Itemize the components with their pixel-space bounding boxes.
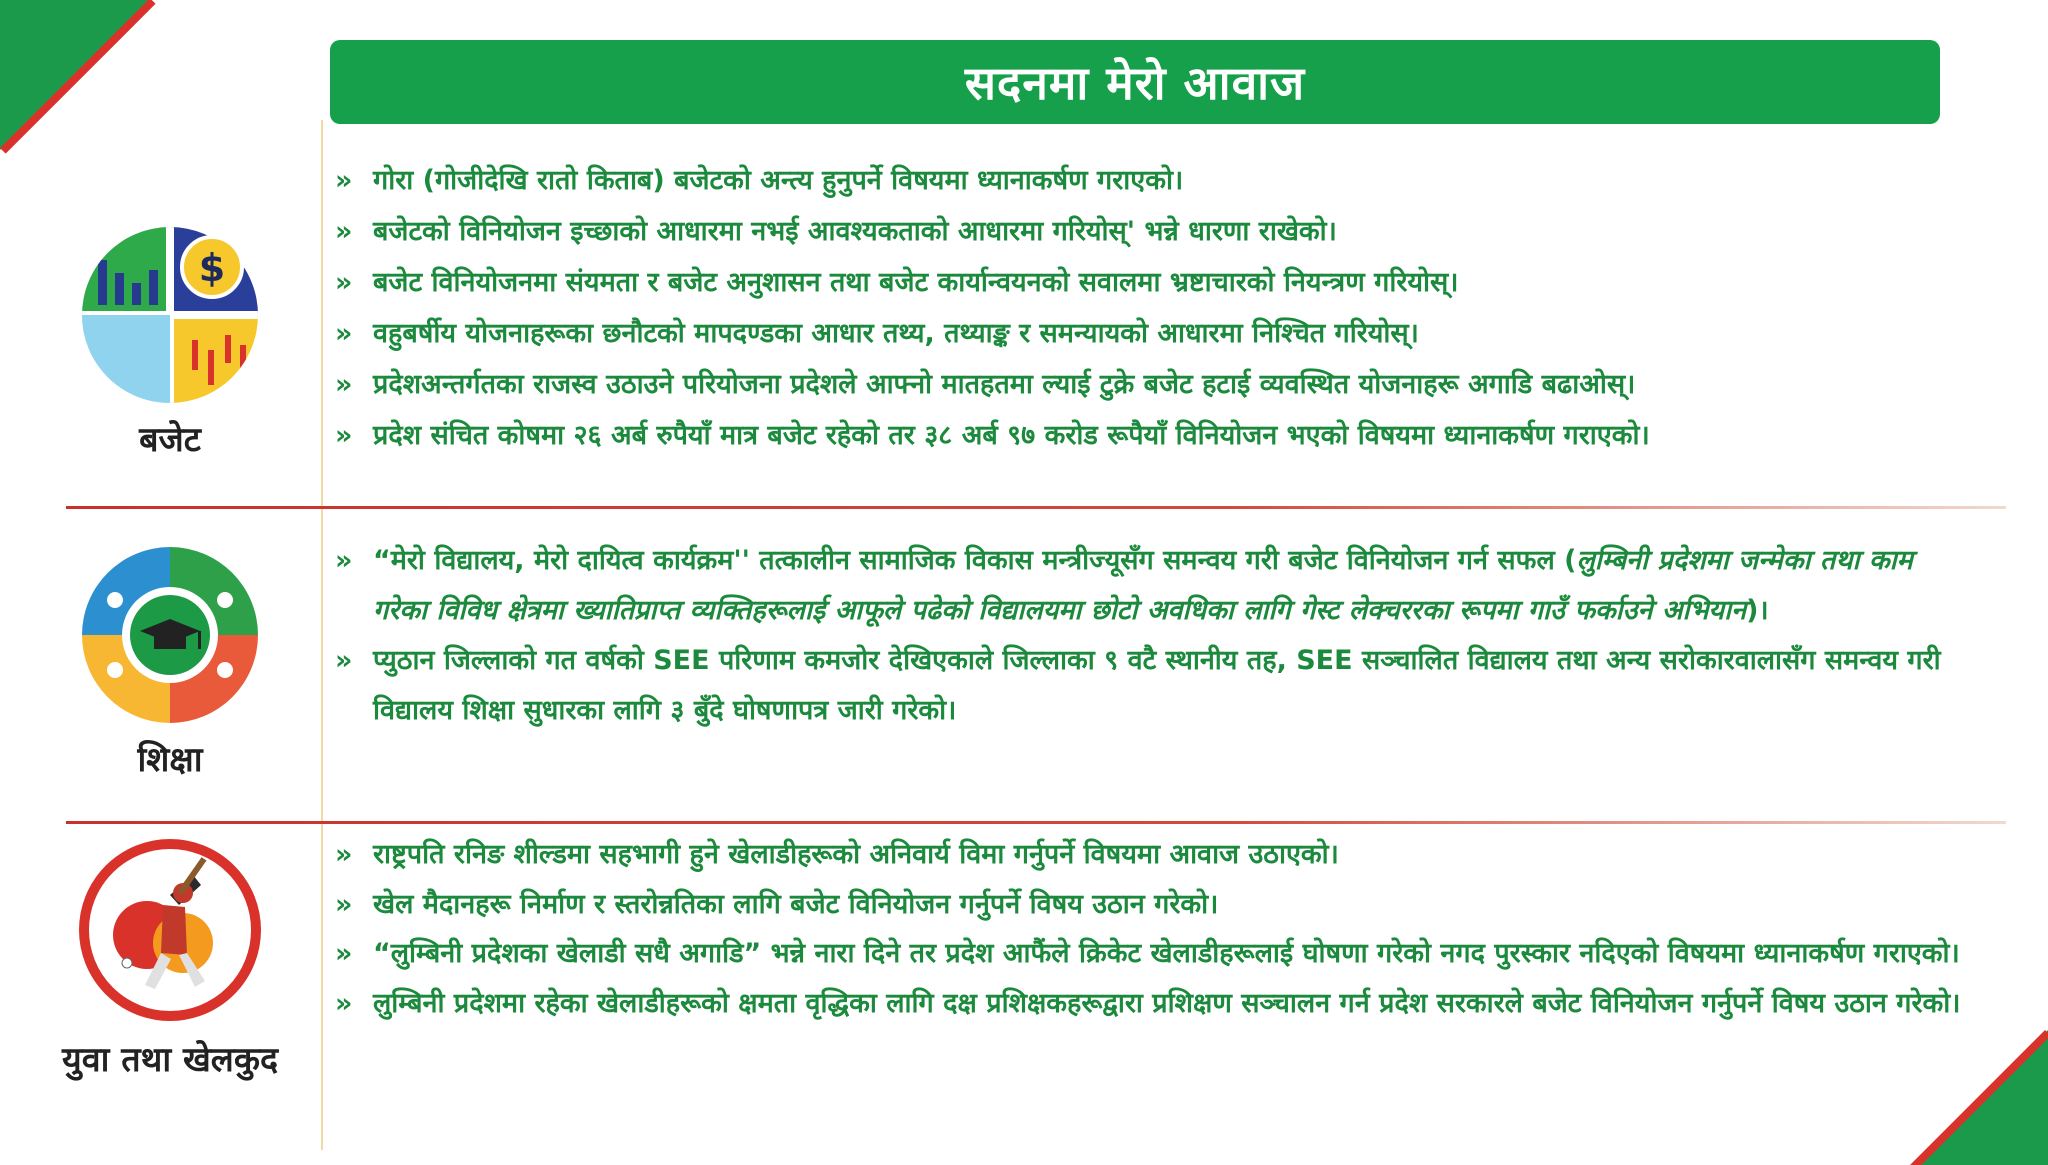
vertical-divider: [321, 120, 323, 1150]
bullet-chevron-icon: »: [335, 545, 353, 576]
bullet-chevron-icon: »: [335, 318, 353, 349]
page-title-banner: [330, 40, 1940, 124]
category-education: [20, 545, 320, 781]
category-budget: [20, 225, 320, 461]
budget-points-list: [335, 155, 1975, 461]
education-item-1-lead: “मेरो विद्यालय, मेरो दायित्व कार्यक्रम'' तत्कालीन सामाजिक विकास मन्त्रीज्यूसँग समन्वय गरी बजेट विनियोजन गर्न सफल (: [373, 545, 1577, 576]
list-item: » बजेट विनियोजनमा संयमता र बजेट अनुशासन तथा बजेट कार्यान्वयनको सवालमा भ्रष्टाचारको नियन्त्रण गरियोस्।: [335, 257, 1975, 308]
section-divider-2: [66, 821, 2006, 824]
bullet-chevron-icon: »: [335, 369, 353, 400]
list-item: » राष्ट्रपति रनिङ शील्डमा सहभागी हुने खेलाडीहरूको अनिवार्य विमा गर्नुपर्ने विषयमा आवाज उठाएको।: [335, 830, 1975, 880]
list-item: » बजेटको विनियोजन इच्छाको आधारमा नभई आवश्यकताको आधारमा गरियोस्' भन्ने धारणा राखेको।: [335, 206, 1975, 257]
category-label-budget: बजेट: [139, 420, 201, 460]
list-item: » लुम्बिनी प्रदेशमा रहेका खेलाडीहरूको क्षमता वृद्धिका लागि दक्ष प्रशिक्षकहरूद्वारा प्रशिक्षण सञ्चालन गर्न प्रदेश सरकारले बजेट विनियोजन गर्नुपर्ने विषय उठान गरेको।: [335, 979, 1975, 1029]
education-points-list: [335, 536, 1975, 736]
list-item: » वहुबर्षीय योजनाहरूका छनौटको मापदण्डका आधार तथ्य, तथ्याङ्क र समन्यायको आधारमा निश्चित गरियोस्।: [335, 308, 1975, 359]
list-item: » प्रदेश संचित कोषमा २६ अर्ब रुपैयाँ मात्र बजेट रहेको तर ३८ अर्ब ९७ करोड रूपैयाँ विनियोजन भएको विषयमा ध्यानाकर्षण गराएको।: [335, 410, 1975, 461]
category-label-education: शिक्षा: [137, 740, 203, 780]
bullet-chevron-icon: »: [335, 888, 353, 920]
youth-sports-points-list: [335, 830, 1975, 1028]
cricket-player-icon: [75, 835, 265, 1025]
education-item-1-italic: लुम्बिनी प्रदेशमा जन्मेका तथा काम गरेका विविध क्षेत्रमा ख्यातिप्राप्त व्यक्तिहरूलाई आफूले पढेको विद्यालयमा छोटो अवधिका लागि गेस्ट लेक्चररका रूपमा गाउँ फर्काउने अभियान: [373, 545, 1913, 626]
list-item: » प्युठान जिल्लाको गत वर्षको SEE परिणाम कमजोर देखिएकाले जिल्लाका ९ वटै स्थानीय तह, SEE सञ्चालित विद्यालय तथा अन्य सरोकारवालासँग समन्वय गरी विद्यालय शिक्षा सुधारका लागि ३ बुँदे घोषणापत्र जारी गरेको।: [335, 636, 1975, 736]
bullet-chevron-icon: »: [335, 420, 353, 451]
budget-finance-icon: [80, 225, 260, 405]
category-youth-sports: [20, 835, 320, 1081]
education-item-1-tail: )।: [1746, 595, 1769, 626]
bullet-chevron-icon: »: [335, 645, 353, 676]
bullet-chevron-icon: »: [335, 938, 353, 969]
category-label-youth-sports: युवा तथा खेलकुद: [61, 1040, 279, 1080]
page-title: सदनमा मेरो आवाज: [964, 56, 1306, 110]
list-item: » “लुम्बिनी प्रदेशका खेलाडी सधै अगाडि” भन्ने नारा दिने तर प्रदेश आफैंले क्रिकेट खेलाडीहरूलाई घोषणा गरेको नगद पुरस्कार नदिएको विषयमा ध्यानाकर्षण गराएको।: [335, 929, 1975, 979]
section-divider-1: [66, 506, 2006, 509]
list-item: » प्रदेशअन्तर्गतका राजस्व उठाउने परियोजना प्रदेशले आफ्नो मातहतमा ल्याई टुक्रे बजेट हटाई व्यवस्थित योजनाहरू अगाडि बढाओस्।: [335, 359, 1975, 410]
bullet-chevron-icon: »: [335, 839, 353, 870]
svg-text:$: $: [198, 246, 226, 290]
education-graduation-cap-icon: [80, 545, 260, 725]
bullet-chevron-icon: »: [335, 216, 353, 247]
list-item: » गोरा (गोजीदेखि रातो किताब) बजेटको अन्त्य हुनुपर्ने विषयमा ध्यानाकर्षण गराएको।: [335, 155, 1975, 206]
bullet-chevron-icon: »: [335, 987, 353, 1019]
list-item: [335, 536, 1975, 636]
bullet-chevron-icon: »: [335, 165, 353, 196]
list-item: » खेल मैदानहरू निर्माण र स्तरोन्नतिका लागि बजेट विनियोजन गर्नुपर्ने विषय उठान गरेको।: [335, 880, 1975, 930]
bullet-chevron-icon: »: [335, 267, 353, 298]
